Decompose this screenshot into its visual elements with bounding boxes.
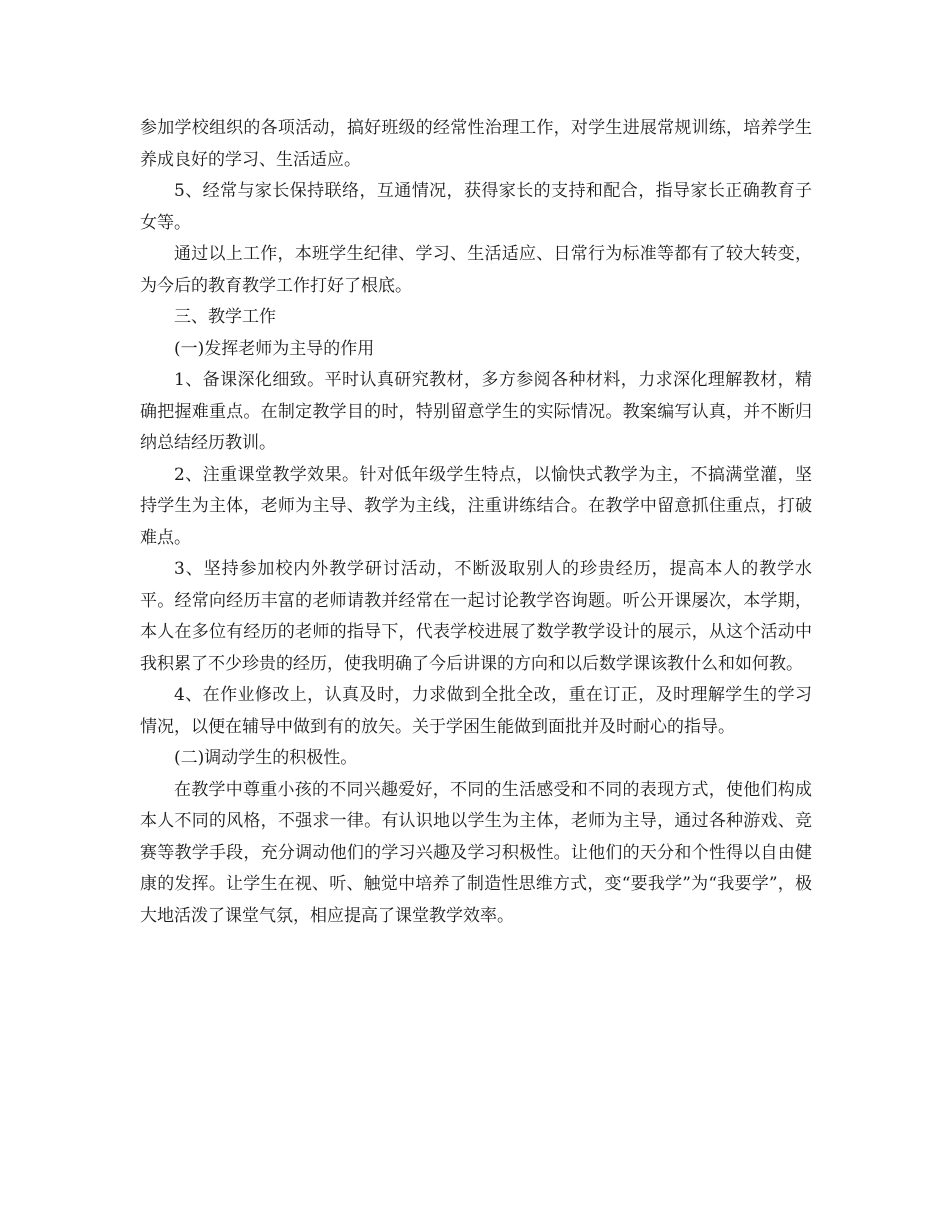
paragraph-item-4: 4、在作业修改上，认真及时，力求做到全批全改，重在订正，及时理解学生的学习情况，以便在辅导中做到有的放矢。关于学困生能做到面批并及时耐心的指导。 — [140, 685, 812, 737]
paragraph-item-2: 2、注重课堂教学效果。针对低年级学生特点，以愉快式教学为主，不搞满堂灌，坚持学生为主体，老师为主导、教学为主线，注重讲练结合。在教学中留意抓住重点，打破难点。 — [140, 464, 812, 548]
document-page — [140, 113, 812, 932]
section-heading-teaching-work: 三、教学工作 — [174, 307, 276, 327]
paragraph-continuation: 参加学校组织的各项活动，搞好班级的经常性治理工作，对学生进展常规训练，培养学生养成良好的学习、生活适应。 — [140, 118, 812, 170]
paragraph-item-3: 3、坚持参加校内外教学研讨活动，不断汲取别人的珍贵经历，提高本人的教学水平。经常向经历丰富的老师请教并经常在一起讨论教学咨询题。听公开课屡次，本学期，本人在多位有经历的老师的指导下，代表学校进展了数学教学设计的展示，从这个活动中我积累了不少珍贵的经历，使我明确了今后讲课的方向和以后数学课该教什么和如何教。 — [140, 559, 812, 674]
paragraph-item-5: 5、经常与家长保持联络，互通情况，获得家长的支持和配合，指导家长正确教育子女等。 — [140, 181, 812, 233]
subsection-heading-1: (一)发挥老师为主导的作用 — [174, 338, 375, 359]
paragraph-summary: 通过以上工作，本班学生纪律、学习、生活适应、日常行为标准等都有了较大转变，为今后的教育教学工作打好了根底。 — [140, 244, 812, 296]
subsection-heading-2: (二)调动学生的积极性。 — [174, 748, 358, 768]
paragraph-student-motivation: 在教学中尊重小孩的不同兴趣爱好，不同的生活感受和不同的表现方式，使他们构成本人不同的风格，不强求一律。有认识地以学生为主体，老师为主导，通过各种游戏、竞赛等教学手段，充分调动他们的学习兴趣及学习积极性。让他们的天分和个性得以自由健康的发挥。让学生在视、听、触觉中培养了制造性思维方式，变“要我学”为“我要学”，极大地活泼了课堂气氛，相应提高了课堂教学效率。 — [140, 779, 812, 926]
paragraph-item-1: 1、备课深化细致。平时认真研究教材，多方参阅各种材料，力求深化理解教材，精确把握难重点。在制定教学目的时，特别留意学生的实际情况。教案编写认真，并不断归纳总结经历教训。 — [140, 370, 812, 453]
